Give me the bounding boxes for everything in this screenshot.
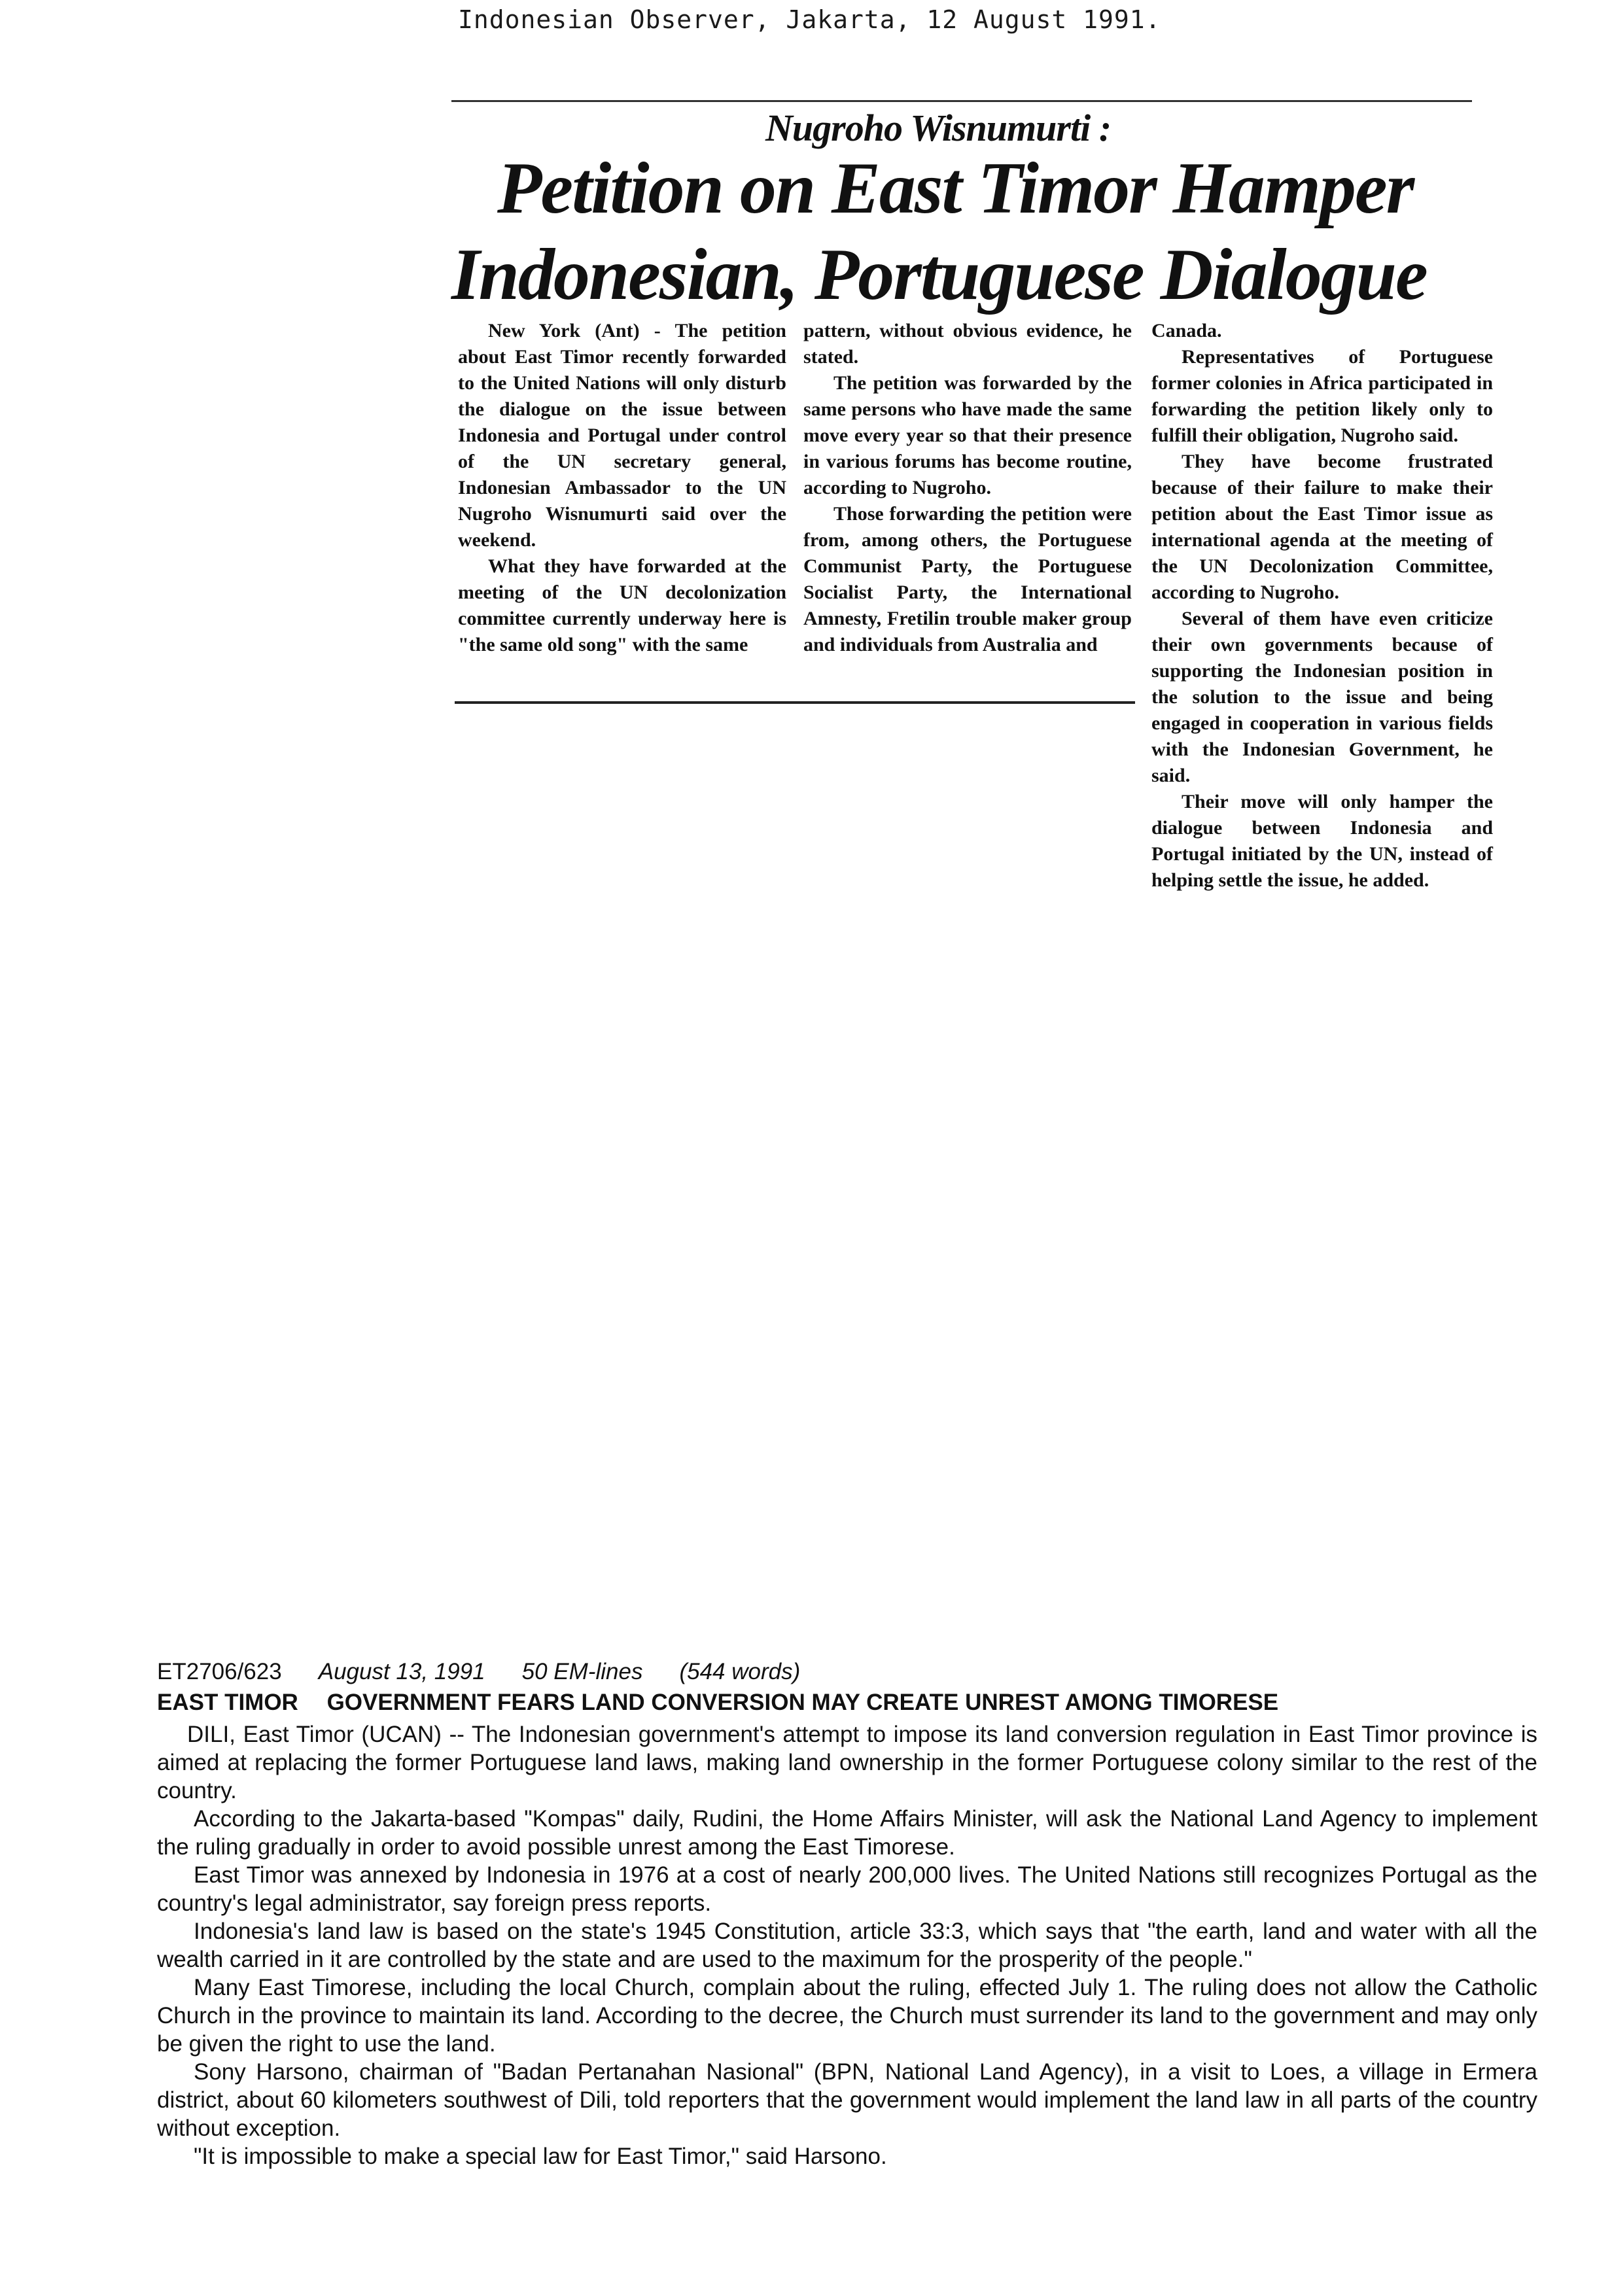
article-kicker: Nugroho Wisnumurti : (765, 107, 1112, 149)
dispatch-paragraph: Indonesia's land law is based on the state's 1945 Constitution, article 33:3, which says that "the earth, land and water with all the wealth carried in it are controlled by the state and are used to the maximum for the prosperity of the people." (157, 1919, 1537, 1972)
dispatch-code: ET2706/623 (157, 1659, 282, 1684)
source-citation: Indonesian Observer, Jakarta, 12 August 1991. (458, 5, 1161, 34)
column-paragraph: Representatives of Portuguese former colonies in Africa participated in forwarding the petition likely only to fulfill their obligation, Nugroho said. (1151, 346, 1493, 446)
headline-line-2: Indonesian, Portuguese Dialogue (451, 234, 1427, 315)
column-paragraph: What they have forwarded at the meeting of the UN decolonization committee currently underway here is "the same old song" with the same (458, 555, 786, 655)
article-headline (451, 145, 1524, 318)
dispatch-date: August 13, 1991 (318, 1659, 485, 1684)
dispatch-paragraph: "It is impossible to make a special law for East Timor," said Harsono. (194, 2144, 887, 2169)
column-paragraph: The petition was forwarded by the same persons who have made the same move every year so that their presence in various forums has become routine, according to Nugroho. (803, 372, 1132, 498)
dispatch-paragraph: Many East Timorese, including the local Church, complain about the ruling, effected July 1. The ruling does not allow the Catholic Church in the province to maintain its land. According to the decree, the Church must surrender its land to the government and may only be given the right to use the land. (157, 1975, 1537, 2057)
dispatch-paragraph: East Timor was annexed by Indonesia in 1976 at a cost of nearly 200,000 lives. The United Nations still recognizes Portugal as the country's legal administrator, say foreign press reports. (157, 1862, 1537, 1916)
dispatch-word-count: (544 words) (679, 1659, 801, 1684)
article-column-1 (458, 318, 786, 658)
news-dispatch (157, 1658, 1537, 2170)
column-paragraph: New York (Ant) - The petition about East Timor recently forwarded to the United Nations will only disturb the dialogue on the issue between Indonesia and Portugal under control of the UN secretary general, Indonesian Ambassador to the UN Nugroho Wisnumurti said over the weekend. (458, 320, 786, 551)
header-divider (451, 100, 1472, 102)
article-column-3 (1151, 318, 1493, 894)
column-paragraph: They have become frustrated because of their failure to make their petition about the East Timor issue as international agenda at the meeting of the UN Decolonization Committee, according to Nugroho. (1151, 451, 1493, 603)
headline-line-1: Petition on East Timor Hamper (497, 148, 1414, 229)
dispatch-region: EAST TIMOR (157, 1690, 298, 1715)
column-paragraph: Those forwarding the petition were from, among others, the Portuguese Communist Party, the Portuguese Socialist Party, the International Amnesty, Fretilin trouble maker group and individuals from Australia and (803, 503, 1132, 655)
column-end-rule (455, 701, 1135, 704)
article-column-2 (803, 318, 1132, 658)
dispatch-paragraph: DILI, East Timor (UCAN) -- The Indonesian government's attempt to impose its land conversion regulation in East Timor province is aimed at replacing the former Portuguese land laws, making land ownership in the former Portuguese colony similar to the rest of the country. (157, 1722, 1537, 1803)
dispatch-length: 50 EM-lines (521, 1659, 643, 1684)
dispatch-headline (157, 1688, 1537, 1716)
column-paragraph: Several of them have even criticize their own governments because of supporting the Indonesian position in the solution to the issue and being engaged in cooperation in various fields with the Indonesian Government, he said. (1151, 608, 1493, 786)
column-paragraph: pattern, without obvious evidence, he stated. (803, 320, 1132, 368)
column-paragraph: Canada. (1151, 320, 1222, 341)
dispatch-paragraph: According to the Jakarta-based "Kompas" daily, Rudini, the Home Affairs Minister, will ask the National Land Agency to implement the ruling gradually in order to avoid possible unrest among the East Timorese. (157, 1806, 1537, 1860)
dispatch-paragraph: Sony Harsono, chairman of "Badan Pertanahan Nasional" (BPN, National Land Agency), in a visit to Loes, a village in Ermera district, about 60 kilometers southwest of Dili, told reporters that the government would implement the land law in all parts of the country without exception. (157, 2059, 1537, 2141)
column-paragraph: Their move will only hamper the dialogue between Indonesia and Portugal initiated by the UN, instead of helping settle the issue, he added. (1151, 791, 1493, 891)
dispatch-meta (157, 1658, 1537, 1686)
dispatch-title: GOVERNMENT FEARS LAND CONVERSION MAY CREATE UNREST AMONG TIMORESE (326, 1690, 1279, 1715)
